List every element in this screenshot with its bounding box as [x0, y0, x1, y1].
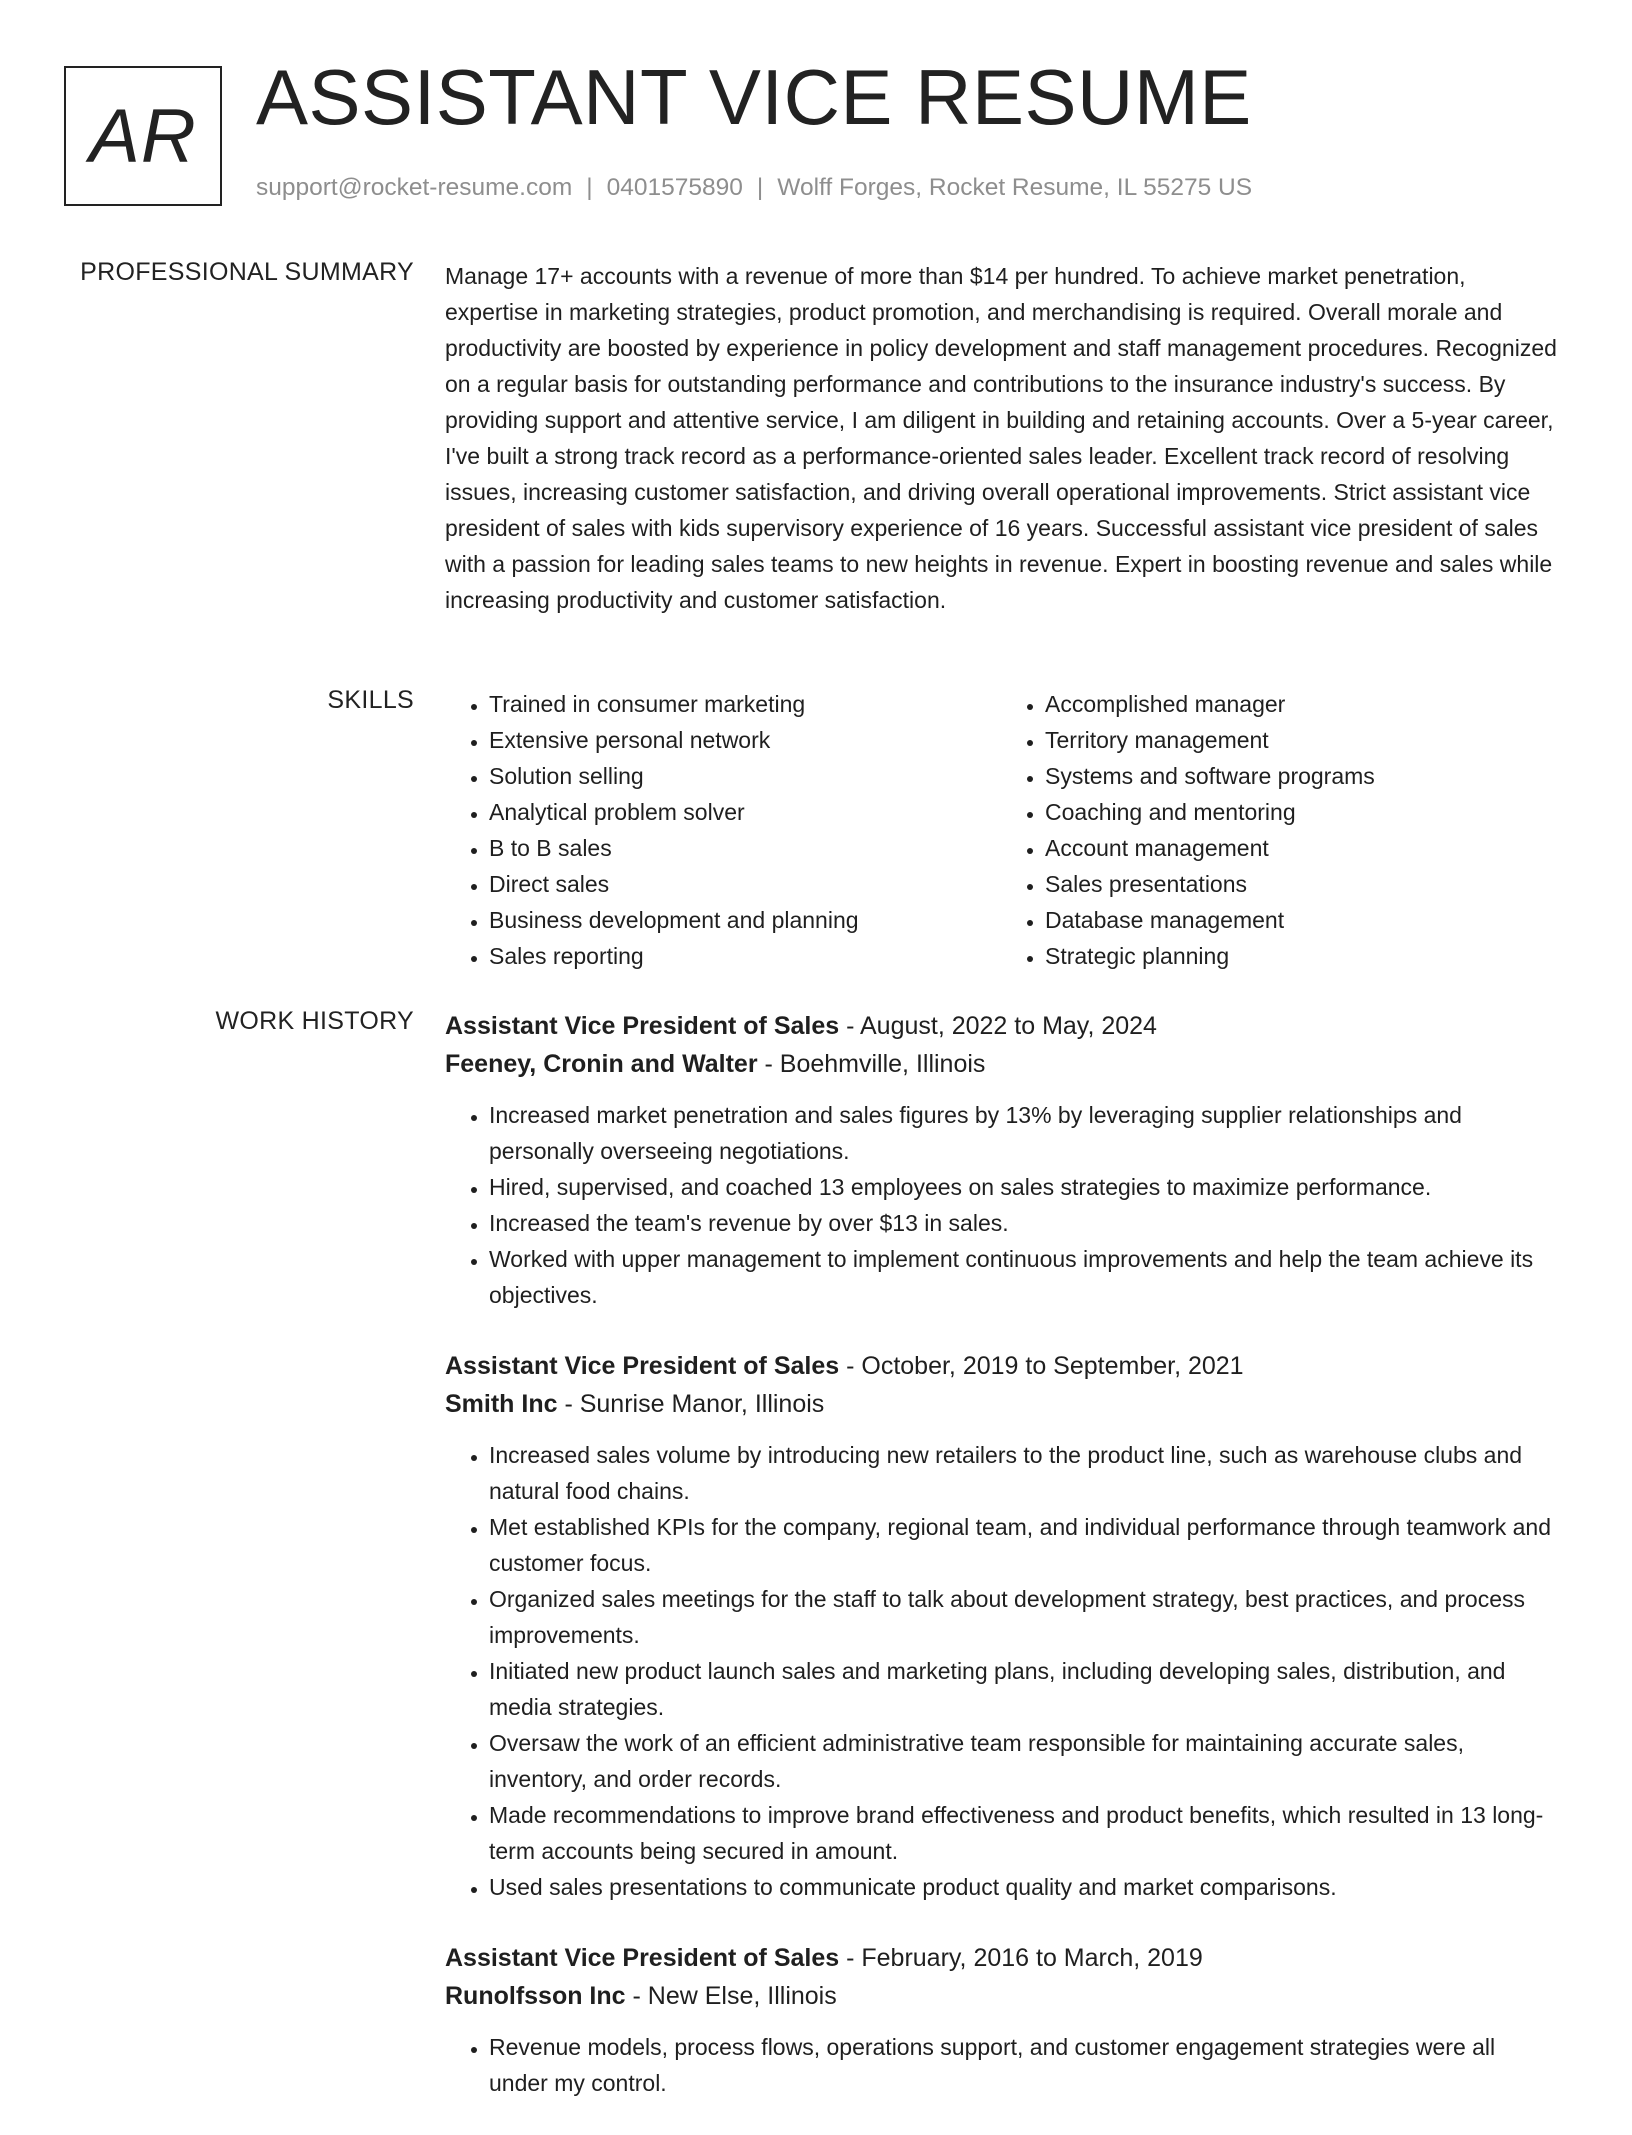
- job-company: Runolfsson Inc: [445, 1982, 626, 2010]
- job-company: Feeney, Cronin and Walter: [445, 1050, 758, 1078]
- skill-item: • Direct sales: [489, 866, 1001, 902]
- skills-grid: [445, 686, 1557, 974]
- contact-separator: |: [756, 174, 764, 201]
- job-bullet: • Initiated new product launch sales and marketing plans, including developing sales, distribution, and media strategies.: [489, 1653, 1557, 1725]
- section-label-work-history: WORK HISTORY: [215, 1007, 414, 1035]
- monogram-initials: AR: [64, 66, 222, 206]
- job-entry: [445, 1939, 1557, 2101]
- job-title-line: [445, 1939, 1557, 1977]
- job-location: - Boehmville, Illinois: [757, 1050, 986, 1078]
- job-location: - Sunrise Manor, Illinois: [557, 1390, 825, 1418]
- contact-email[interactable]: support@rocket-resume.com: [256, 174, 573, 201]
- job-bullet: • Increased sales volume by introducing new retailers to the product line, such as warehouse clubs and natural food chains.: [489, 1437, 1557, 1509]
- job-title-line: [445, 1007, 1557, 1045]
- skill-item: • Extensive personal network: [489, 722, 1001, 758]
- job-bullet: • Oversaw the work of an efficient administrative team responsible for maintaining accurate sales, inventory, and order records.: [489, 1725, 1557, 1797]
- summary-body: [445, 258, 1557, 618]
- job-company-line: [445, 1977, 1557, 2015]
- contact-info: [256, 174, 1252, 202]
- skill-item: • B to B sales: [489, 830, 1001, 866]
- skill-item: • Account management: [1045, 830, 1557, 866]
- skill-item: • Accomplished manager: [1045, 686, 1557, 722]
- job-title: Assistant Vice President of Sales: [445, 1944, 840, 1972]
- skill-item: • Solution selling: [489, 758, 1001, 794]
- skill-item: • Systems and software programs: [1045, 758, 1557, 794]
- contact-separator: |: [586, 174, 593, 201]
- skill-item: • Database management: [1045, 902, 1557, 938]
- skills-body: [445, 686, 1557, 974]
- job-title-line: [445, 1347, 1557, 1385]
- section-label-skills: SKILLS: [327, 686, 414, 714]
- job-bullet: • Increased market penetration and sales figures by 13% by leveraging supplier relationships and personally overseeing negotiations.: [489, 1097, 1557, 1169]
- skill-item: • Sales reporting: [489, 938, 1001, 974]
- job-bullet: • Hired, supervised, and coached 13 employees on sales strategies to maximize performance.: [489, 1169, 1557, 1205]
- job-entry: [445, 1347, 1557, 1905]
- job-bullet: • Met established KPIs for the company, regional team, and individual performance through teamwork and customer focus.: [489, 1509, 1557, 1581]
- skill-item: • Business development and planning: [489, 902, 1001, 938]
- contact-address: Wolff Forges, Rocket Resume, IL 55275 US: [777, 174, 1253, 201]
- job-title: Assistant Vice President of Sales: [445, 1012, 840, 1040]
- skills-column-right: [1001, 686, 1557, 974]
- skill-item: • Sales presentations: [1045, 866, 1557, 902]
- resume-title: ASSISTANT VICE RESUME: [256, 53, 1252, 141]
- job-dates: - October, 2019 to September, 2021: [839, 1352, 1244, 1380]
- work-history-body: [445, 1007, 1557, 2135]
- job-bullet: • Revenue models, process flows, operations support, and customer engagement strategies were all under my control.: [489, 2029, 1557, 2101]
- job-bullet: • Used sales presentations to communicate product quality and market comparisons.: [489, 1869, 1557, 1905]
- skills-column-left: [445, 686, 1001, 974]
- job-company-line: [445, 1385, 1557, 1423]
- job-bullet: • Increased the team's revenue by over $13 in sales.: [489, 1205, 1557, 1241]
- skill-item: • Trained in consumer marketing: [489, 686, 1001, 722]
- job-bullet: • Organized sales meetings for the staff to talk about development strategy, best practices, and process improvements.: [489, 1581, 1557, 1653]
- job-location: - New Else, Illinois: [625, 1982, 837, 2010]
- skill-item: • Analytical problem solver: [489, 794, 1001, 830]
- job-dates: - February, 2016 to March, 2019: [839, 1944, 1203, 1972]
- job-bullets: [445, 1097, 1557, 1313]
- section-label-summary: PROFESSIONAL SUMMARY: [80, 258, 414, 286]
- skill-item: • Coaching and mentoring: [1045, 794, 1557, 830]
- job-dates: - August, 2022 to May, 2024: [839, 1012, 1157, 1040]
- job-bullet: • Made recommendations to improve brand effectiveness and product benefits, which resulted in 13 long-term accounts being secured in amount.: [489, 1797, 1557, 1869]
- skill-item: • Territory management: [1045, 722, 1557, 758]
- job-title: Assistant Vice President of Sales: [445, 1352, 840, 1380]
- contact-phone[interactable]: 0401575890: [606, 174, 743, 201]
- job-company-line: [445, 1045, 1557, 1083]
- summary-text: Manage 17+ accounts with a revenue of more than $14 per hundred. To achieve market penetration, expertise in marketing strategies, product promotion, and merchandising is required. Overall morale and productivity are boosted by experience in policy development and staff management procedures. Recognized on a regular basis for outstanding performance and contributions to the insurance industry's success. By providing support and attentive service, I am diligent in building and retaining accounts. Over a 5-year career, I've built a strong track record as a performance-oriented sales leader. Excellent track record of resolving issues, increasing customer satisfaction, and driving overall operational improvements. Strict assistant vice president of sales with kids supervisory experience of 16 years. Successful assistant vice president of sales with a passion for leading sales teams to new heights in revenue. Expert in boosting revenue and sales while increasing productivity and customer satisfaction.: [445, 263, 1557, 613]
- job-bullets: [445, 2029, 1557, 2101]
- job-company: Smith Inc: [445, 1390, 558, 1418]
- job-bullet: • Worked with upper management to implement continuous improvements and help the team achieve its objectives.: [489, 1241, 1557, 1313]
- skill-item: • Strategic planning: [1045, 938, 1557, 974]
- job-entry: [445, 1007, 1557, 1313]
- job-bullets: [445, 1437, 1557, 1905]
